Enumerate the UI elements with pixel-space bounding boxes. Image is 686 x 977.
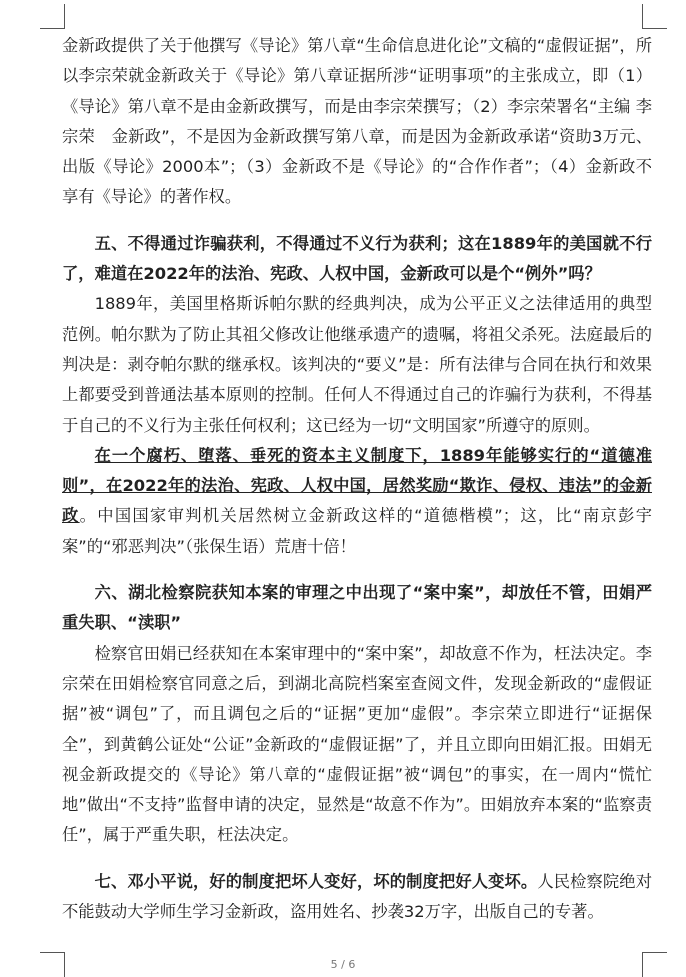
paragraph-section-7: [62, 867, 652, 928]
paragraph-moral-comparison: [62, 441, 652, 562]
paragraph-continued: 金新政提供了关于他撰写《导论》第八章“生命信息进化论”文稿的“虚假证据”，所以李宗荣就金新政关于《导论》第八章证据所涉“证明事项”的主张成立，即（1）《导论》第八章不是由金新政撰写，而是由李宗荣撰写；（2）李宗荣署名“主编 李宗荣 金新政”，不是因为金新政撰写第八章，而是因为金新政承诺“资助3万元、出版《导论》2000本”；（3）金新政不是《导论》的“合作作者”；（4）金新政不享有《导论》的著作权。: [62, 36, 652, 207]
paragraph-rest: 人民检察院绝对不能鼓动大学师生学习金新政，盗用姓名、抄袭32万字，出版自己的专著。: [62, 871, 652, 922]
section-heading-6: 六、湖北检察院获知本案的审理之中出现了“案中案”，却放任不管，田娟严重失职、“渎职”: [62, 583, 652, 633]
document-body: [62, 31, 652, 927]
section-heading-5: 五、不得通过诈骗获利，不得通过不义行为获利；这在1889年的美国就不行了，难道在2022年的法治、宪政、人权中国，金新政可以是个“例外”吗？: [62, 233, 652, 284]
paragraph-riggs-v-palmer: 1889年，美国里格斯诉帕尔默的经典判决，成为公平正义之法律适用的典型范例。帕尔默为了防止其祖父修改让他继承遗产的遗嘱，将祖父杀死。法庭最后的判决是：剥夺帕尔默的继承权。该判决的“要义”是：所有法律与合同在执行和效果上都要受到普通法基本原则的控制。任何人不得通过自己的诈骗行为获利，不得基于自己的不义行为主张任何权利；这已经为一切“文明国家”所遵守的原则。: [62, 294, 652, 435]
paragraph-rest: 。中国国家审判机关居然树立金新政这样的“道德楷模”；这，比“南京彭宇案”的“邪恶判决”（张保生语）荒唐十倍！: [62, 506, 652, 556]
page-number: 5 / 6: [330, 958, 356, 971]
crop-mark-top-left: [40, 4, 65, 29]
section-heading-7: 七、邓小平说，好的制度把坏人变好，坏的制度把好人变坏。: [94, 871, 538, 891]
underlined-statement: 在一个腐朽、堕落、垂死的资本主义制度下，1889年能够实行的“道德准则”，在2022年的法治、宪政、人权中国，居然奖励“欺诈、侵权、违法”的金新政: [62, 445, 652, 526]
crop-mark-top-right: [642, 4, 667, 29]
paragraph-prosecutor: 检察官田娟已经获知在本案审理中的“案中案”，却故意不作为，枉法决定。李宗荣在田娟检察官同意之后，到湖北高院档案室查阅文件，发现金新政的“虚假证据”被“调包”了，而且调包之后的“证据”更加“虚假”。李宗荣立即进行“证据保全”，到黄鹤公证处“公证”金新政的“虚假证据”了，并且立即向田娟汇报。田娟无视金新政提交的《导论》第八章的“虚假证据”被“调包”的事实，在一周内“慌忙地”做出“不支持”监督申请的决定，显然是“故意不作为”。田娟放弃本案的“监察责任”，属于严重失职，枉法决定。: [62, 643, 652, 845]
